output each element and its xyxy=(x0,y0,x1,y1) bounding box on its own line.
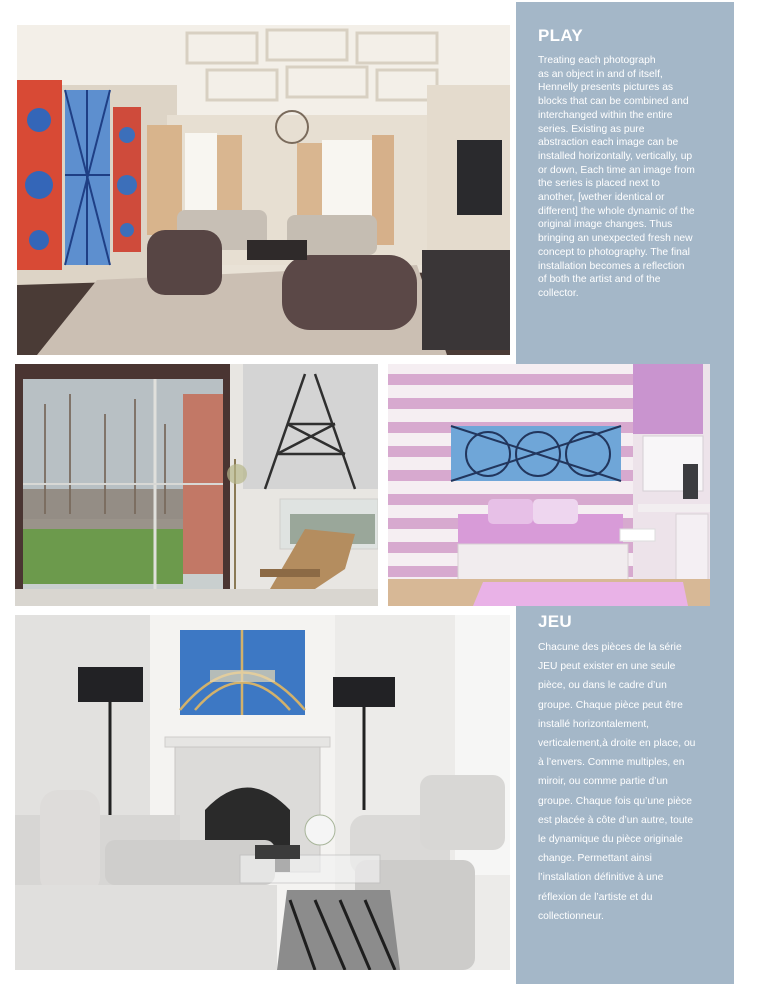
play-heading: PLAY xyxy=(538,26,583,45)
living-room-photo xyxy=(17,25,510,355)
fireplace-room-photo xyxy=(15,615,510,970)
jeu-heading: JEU xyxy=(538,612,572,631)
bedroom-photo xyxy=(388,364,710,606)
jeu-description: Chacune des pièces de la série JEU peut exister en une seule pièce, ou dans le cadre d’un groupe. Chaque pièce peut être installé horizontalement, verticalement,à droite en place, ou à l’envers. Comme multiples, en miroir, ou comme partie d’un groupe. Chaque fois qu’une pièce est placée à côte d’un autre, toute le dynamique du pièce originale change. Permettant ainsi l’installation définitive à une réflexion de l’artiste et du collectionneur. xyxy=(538,642,696,922)
modern-room-photo xyxy=(15,364,378,606)
play-description: Treating each photograph as an object in and of itself, Hennelly presents pictures as blocks that can be combined and interchanged within the entire series. Existing as pure abstraction each image can be installed horizontally, vertically, up or down, Each time an image from the series is placed next to another, [wether identical or different] the whole dynamic of the original image changes. Thus bringing an unexpected fresh new concept to photography. The final installation becomes a reflection of both the artist and of the collector. xyxy=(538,55,695,299)
